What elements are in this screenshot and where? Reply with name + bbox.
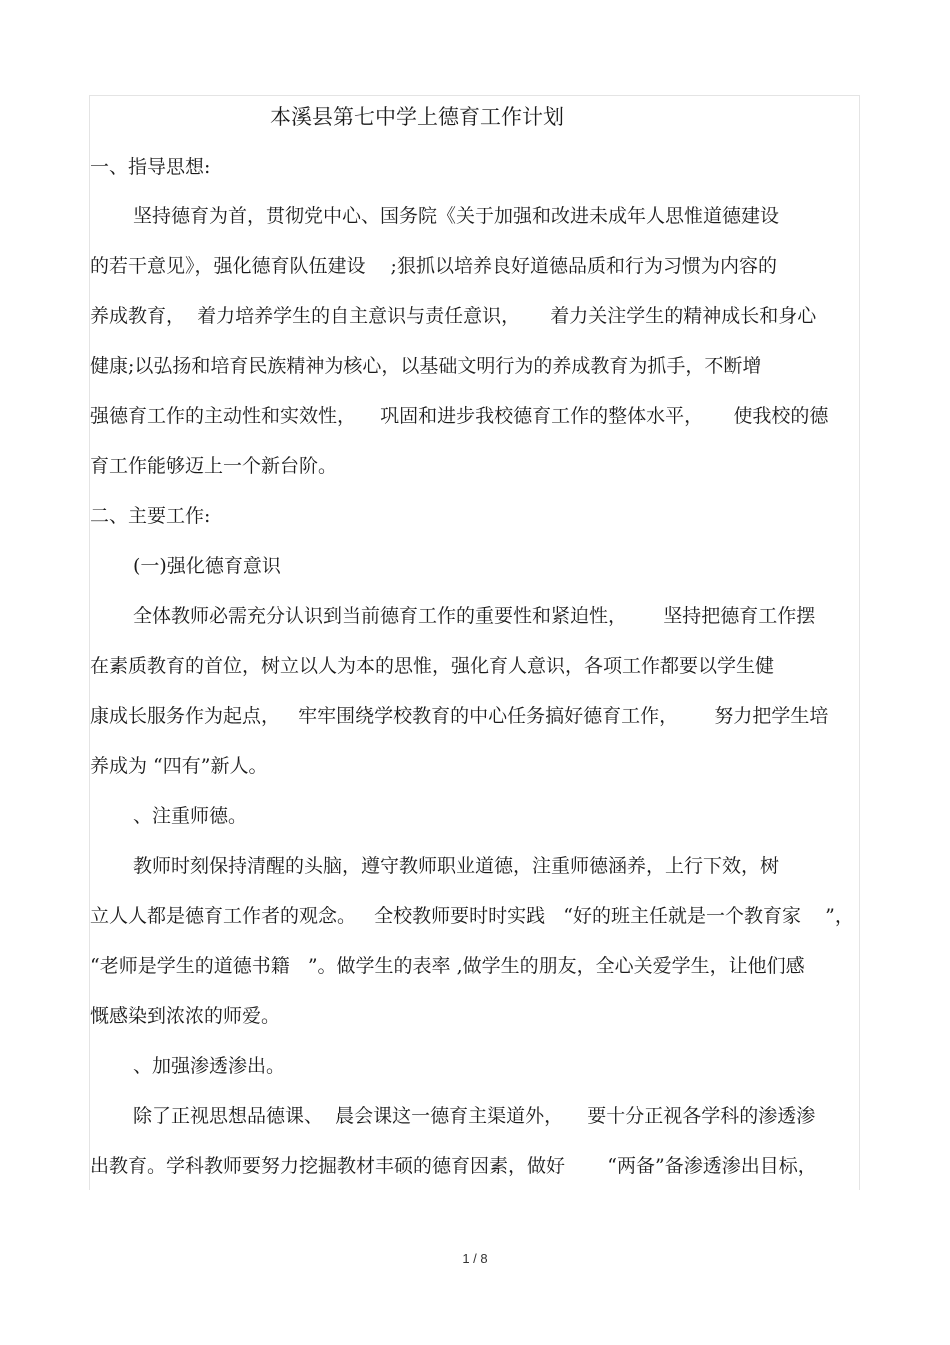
paragraph-line: 康成长服务作为起点， 牢牢围绕学校教育的中心任务搞好德育工作， 努力把学生培: [90, 705, 829, 727]
subsection-heading: 、加强渗透渗出。: [133, 1055, 286, 1077]
document-title: 本溪县第七中学上德育工作计划: [270, 105, 564, 129]
paragraph-line: 全体教师必需充分认识到当前德育工作的重要性和紧迫性， 坚持把德育工作摆: [133, 605, 816, 627]
paragraph-line: “老师是学生的道德书籍 ”。做学生的表率 ,做学生的朋友，全心关爱学生，让他们感: [90, 955, 805, 977]
paragraph-line: 教师时刻保持清醒的头脑，遵守教师职业道德，注重师德涵养，上行下效，树: [133, 855, 780, 877]
paragraph-line: 养成为 “四有”新人。: [90, 755, 268, 777]
paragraph-line: 的若干意见》，强化德育队伍建设 ;狠抓以培养良好道德品质和行为习惯为内容的: [90, 255, 777, 277]
paragraph-line: 坚持德育为首，贯彻党中心、国务院《关于加强和改进未成年人思惟道德建设: [133, 205, 780, 227]
paragraph-line: 出教育。学科教师要努力挖掘教材丰硕的德育因素，做好 “两备”备渗透渗出目标，: [90, 1155, 817, 1177]
section-heading-guiding-ideology: 一、指导思想:: [90, 156, 211, 178]
paragraph-line: 健康;以弘扬和培育民族精神为核心，以基础文明行为的养成教育为抓手，不断增: [90, 355, 762, 377]
paragraph-line: 强德育工作的主动性和实效性， 巩固和进步我校德育工作的整体水平， 使我校的德: [90, 405, 829, 427]
paragraph-line: 立人人都是德育工作者的观念。 全校教师要时时实践 “好的班主任就是一个教育家 ”，: [90, 905, 854, 927]
paragraph-line: 育工作能够迈上一个新台阶。: [90, 455, 338, 477]
paragraph-line: 在素质教育的首位，树立以人为本的思惟，强化育人意识，各项工作都要以学生健: [90, 655, 775, 677]
subsection-heading: 、注重师德。: [133, 805, 248, 827]
page-number: 1 / 8: [462, 1251, 488, 1266]
section-heading-main-work: 二、主要工作:: [90, 505, 211, 527]
subsection-heading: (一)强化德育意识: [133, 555, 281, 577]
paragraph-line: 养成教育， 着力培养学生的自主意识与责任意识， 着力关注学生的精神成长和身心: [90, 305, 817, 327]
paragraph-line: 慨感染到浓浓的师爱。: [90, 1005, 281, 1027]
paragraph-line: 除了正视思想品德课、 晨会课这一德育主渠道外， 要十分正视各学科的渗透渗: [133, 1105, 816, 1127]
